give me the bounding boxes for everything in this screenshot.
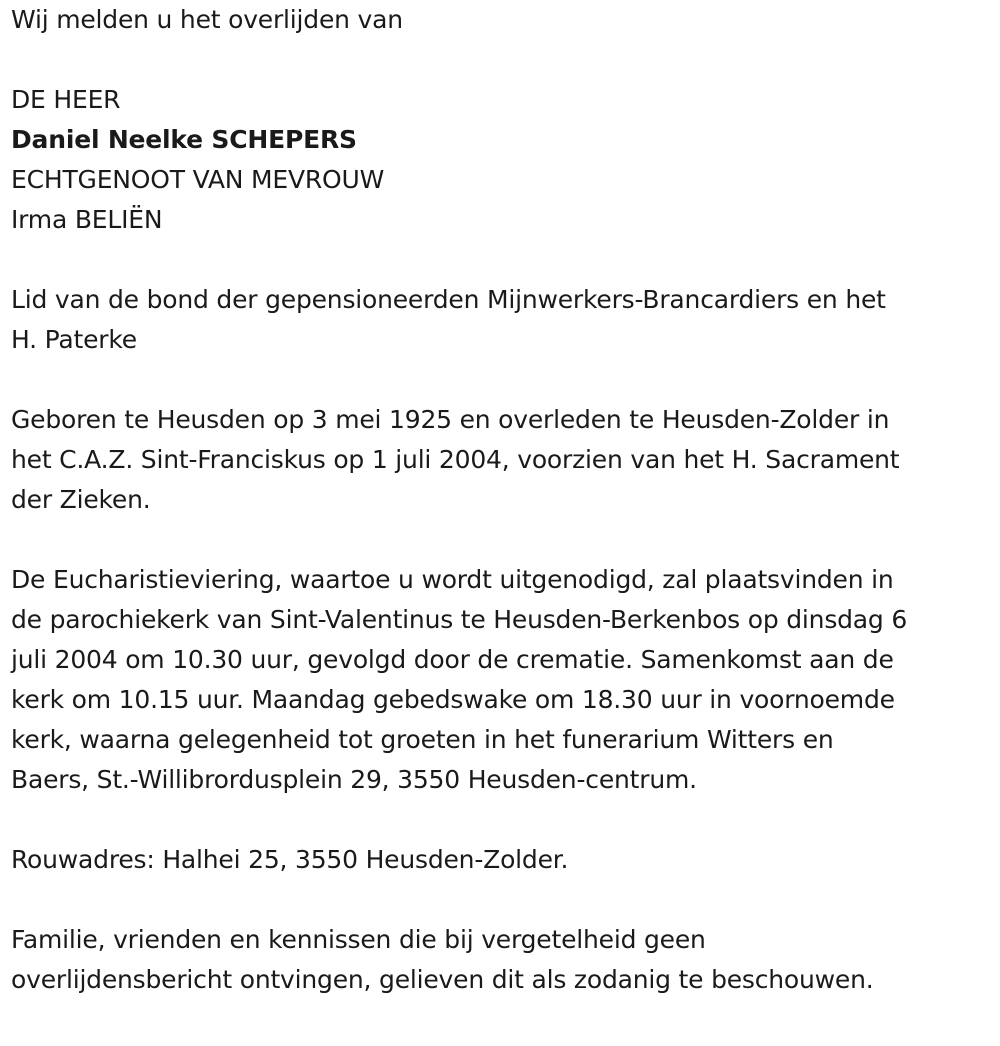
deceased-name: Daniel Neelke SCHEPERS (11, 125, 357, 154)
closing-paragraph (11, 920, 986, 1000)
membership-paragraph (11, 280, 986, 360)
spouse-label: ECHTGENOOT VAN MEVROUW (11, 165, 385, 194)
spacer (11, 360, 986, 400)
intro-text: Wij melden u het overlijden van (11, 5, 403, 34)
spouse-name: Irma BELIËN (11, 205, 163, 234)
paragraph-line: Lid van de bond der gepensioneerden Mijnwerkers-Brancardiers en het (11, 285, 886, 314)
paragraph-line: Geboren te Heusden op 3 mei 1925 en overleden te Heusden-Zolder in (11, 405, 890, 434)
paragraph-line: kerk, waarna gelegenheid tot groeten in het funerarium Witters en (11, 725, 834, 754)
spacer (11, 880, 986, 920)
paragraph-line: der Zieken. (11, 485, 151, 514)
paragraph-line: De Eucharistieviering, waartoe u wordt uitgenodigd, zal plaatsvinden in (11, 565, 894, 594)
spacer (11, 520, 986, 560)
paragraph-line: de parochiekerk van Sint-Valentinus te Heusden-Berkenbos op dinsdag 6 (11, 605, 908, 634)
spacer (11, 800, 986, 840)
paragraph-line: Baers, St.-Willibrordusplein 29, 3550 Heusden-centrum. (11, 765, 697, 794)
ceremony-paragraph (11, 560, 986, 800)
paragraph-line: Familie, vrienden en kennissen die bij vergetelheid geen (11, 925, 706, 954)
paragraph-line: overlijdensbericht ontvingen, gelieven dit als zodanig te beschouwen. (11, 965, 874, 994)
birth-death-paragraph (11, 400, 986, 520)
paragraph-line: kerk om 10.15 uur. Maandag gebedswake om 18.30 uur in voornoemde (11, 685, 895, 714)
paragraph-line: H. Paterke (11, 325, 137, 354)
paragraph-line: juli 2004 om 10.30 uur, gevolgd door de crematie. Samenkomst aan de (11, 645, 894, 674)
spacer (11, 40, 986, 80)
mourning-address: Rouwadres: Halhei 25, 3550 Heusden-Zolder. (11, 845, 569, 874)
spacer (11, 240, 986, 280)
paragraph-line: het C.A.Z. Sint-Franciskus op 1 juli 2004, voorzien van het H. Sacrament (11, 445, 900, 474)
obituary-document (11, 0, 986, 1000)
title-text: DE HEER (11, 85, 121, 114)
